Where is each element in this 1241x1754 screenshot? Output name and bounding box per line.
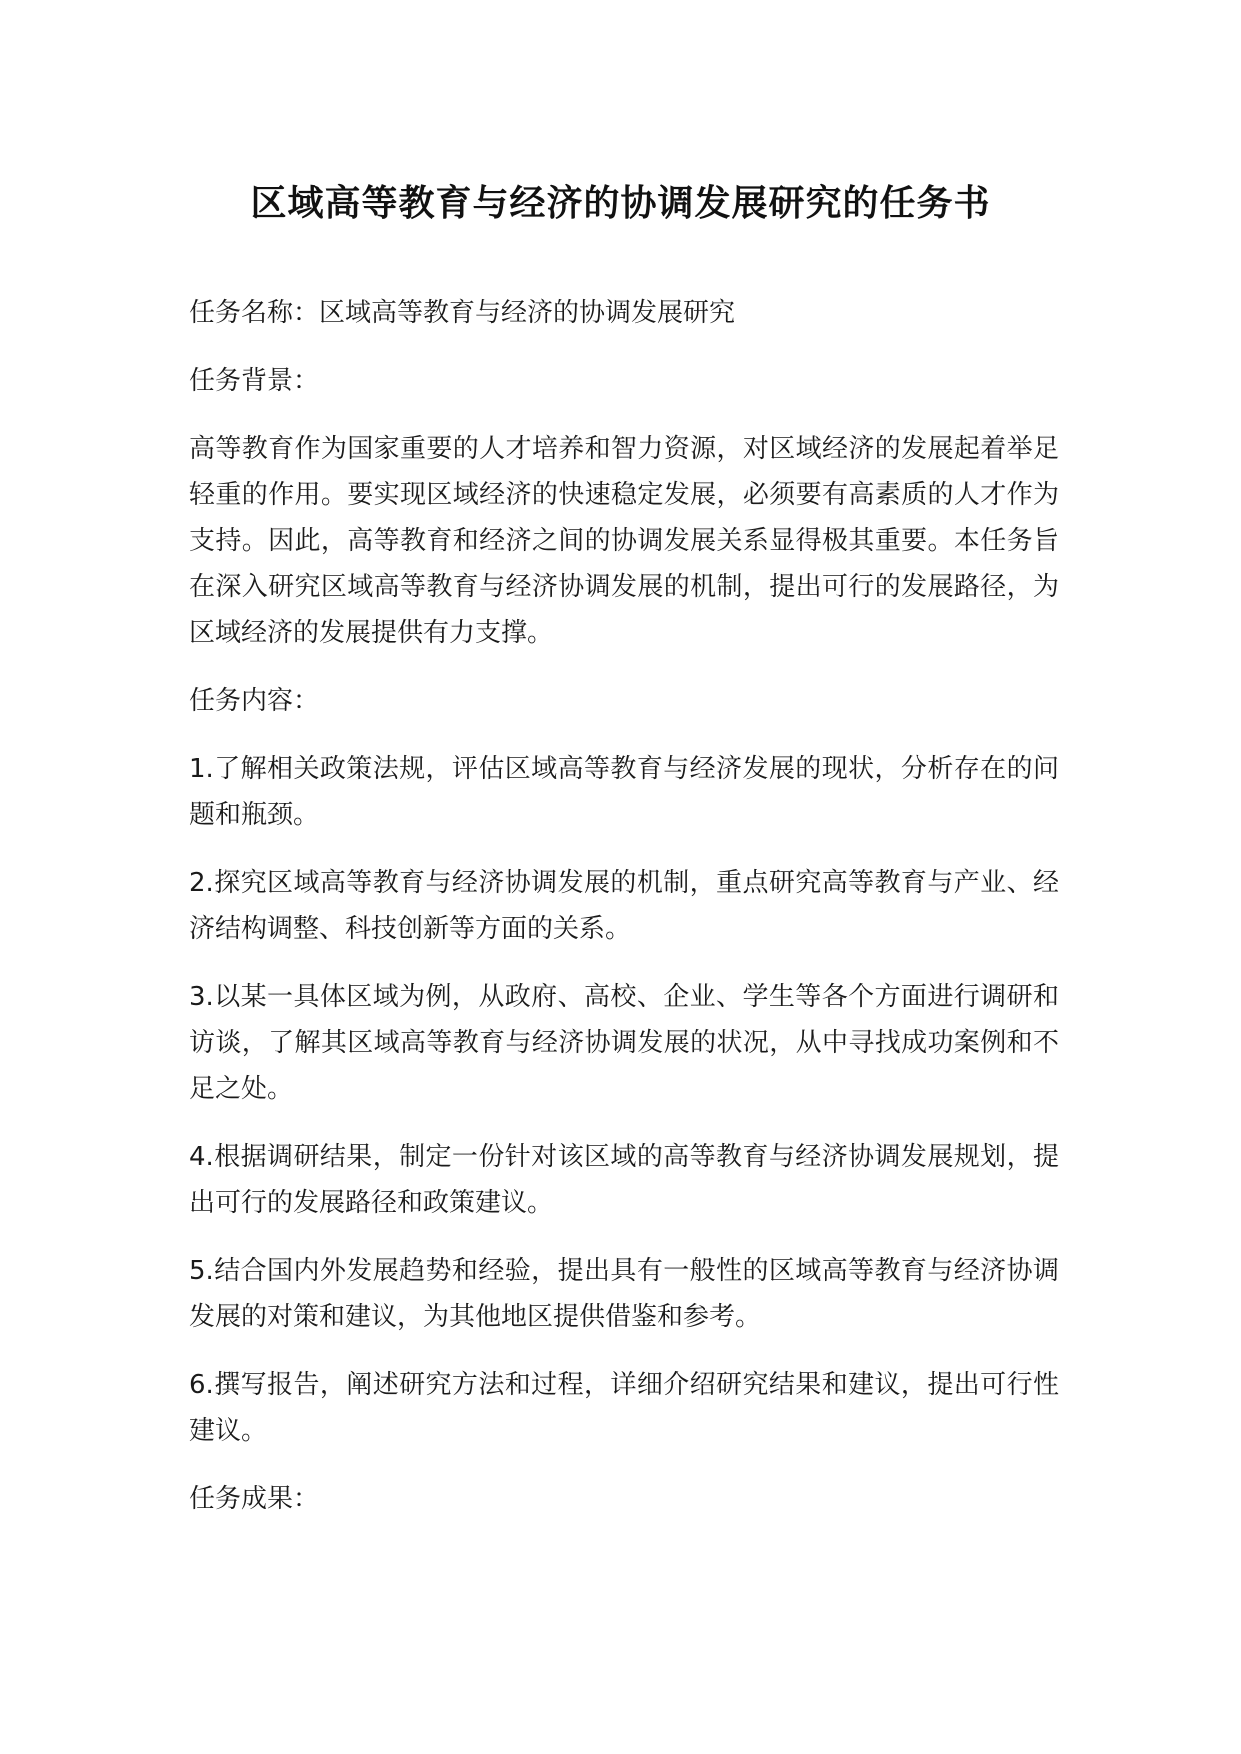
background-paragraph: 高等教育作为国家重要的人才培养和智力资源，对区域经济的发展起着举足轻重的作用。要实现区域经济的快速稳定发展，必须要有高素质的人才作为支持。因此，高等教育和经济之间的协调发展关系显得极其重要。本任务旨在深入研究区域高等教育与经济协调发展的机制，提出可行的发展路径，为区域经济的发展提供有力支撑。 [189, 434, 1059, 648]
results-label: 任务成果： [189, 1484, 320, 1514]
content-item: 1.了解相关政策法规，评估区域高等教育与经济发展的现状，分析存在的问题和瓶颈。 [189, 754, 1059, 830]
document-body [189, 290, 1059, 1544]
content-item: 3.以某一具体区域为例，从政府、高校、企业、学生等各个方面进行调研和访谈，了解其区域高等教育与经济协调发展的状况，从中寻找成功案例和不足之处。 [189, 982, 1059, 1104]
content-item: 2.探究区域高等教育与经济协调发展的机制，重点研究高等教育与产业、经济结构调整、科技创新等方面的关系。 [189, 868, 1059, 944]
content-label: 任务内容： [189, 686, 320, 716]
content-item: 4.根据调研结果，制定一份针对该区域的高等教育与经济协调发展规划，提出可行的发展路径和政策建议。 [189, 1142, 1059, 1218]
content-item: 5.结合国内外发展趋势和经验，提出具有一般性的区域高等教育与经济协调发展的对策和建议，为其他地区提供借鉴和参考。 [189, 1256, 1059, 1332]
document-title: 区域高等教育与经济的协调发展研究的任务书 [250, 183, 991, 224]
content-item: 6.撰写报告，阐述研究方法和过程，详细介绍研究结果和建议，提出可行性建议。 [189, 1370, 1059, 1446]
background-label: 任务背景： [189, 366, 320, 396]
task-name-line: 任务名称：区域高等教育与经济的协调发展研究 [189, 298, 736, 328]
